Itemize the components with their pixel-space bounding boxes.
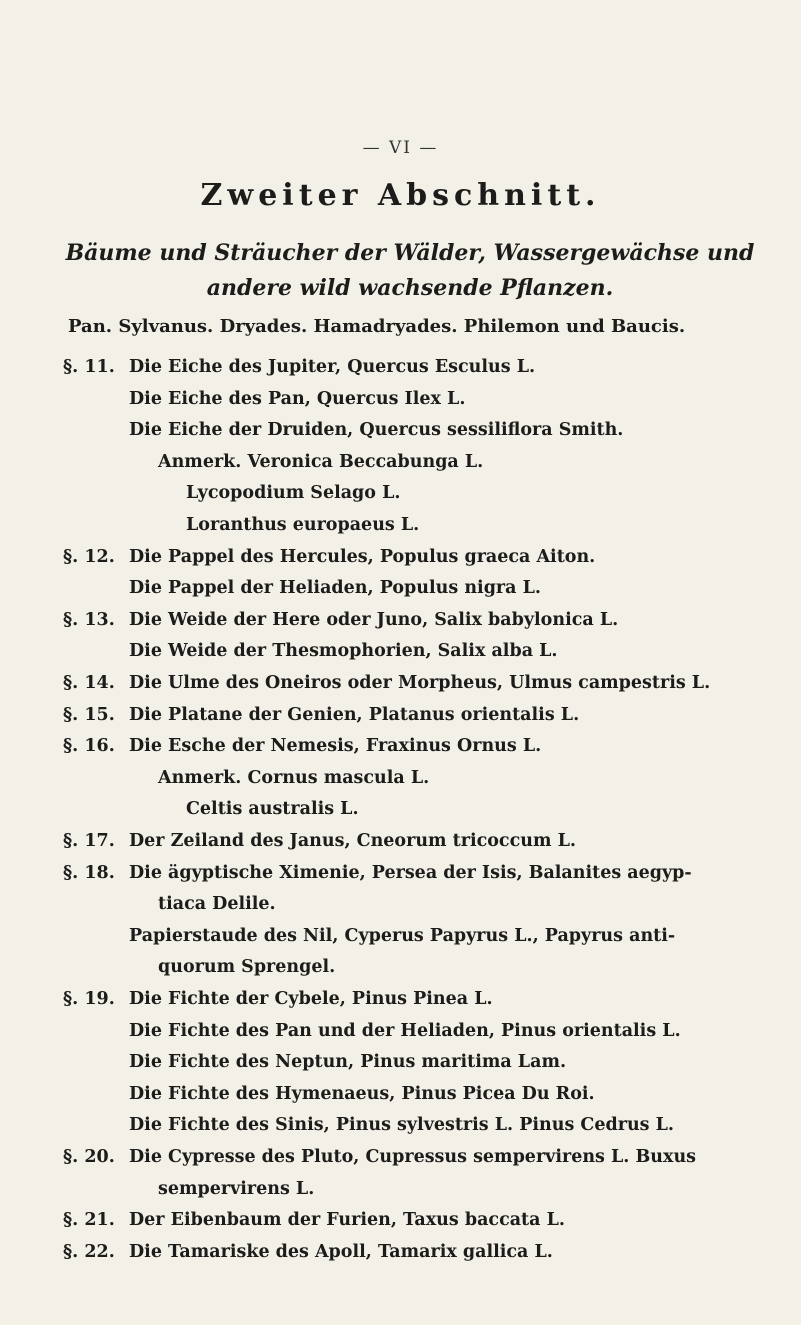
entry-text: Loranthus europaeus L. [186, 515, 420, 535]
entry-line [0, 483, 801, 513]
entry-line [0, 989, 801, 1019]
section-number: §. 15. [63, 705, 115, 725]
entry-text: tiaca Delile. [158, 894, 276, 914]
section-number: §. 17. [63, 831, 115, 851]
entry-text: sempervirens L. [158, 1179, 315, 1199]
entry-line [0, 1210, 801, 1240]
entry-text: Die Weide der Thesmophorien, Salix alba L. [129, 641, 558, 661]
section-number: §. 21. [63, 1210, 115, 1230]
entry-line [0, 452, 801, 482]
section-number: §. 18. [63, 863, 115, 883]
entry-line [0, 957, 801, 987]
section-number: §. 13. [63, 610, 115, 630]
entry-text: Die Fichte des Hymenaeus, Pinus Picea Du Roi. [129, 1084, 595, 1104]
section-number: §. 12. [63, 547, 115, 567]
entry-text: Die Cypresse des Pluto, Cupressus sempervirens L. Buxus [129, 1147, 697, 1167]
entry-text: Papierstaude des Nil, Cyperus Papyrus L., Papyrus anti- [129, 926, 676, 946]
entry-text: Anmerk. Cornus mascula L. [158, 768, 430, 788]
entry-text: Die Pappel der Heliaden, Populus nigra L. [129, 578, 541, 598]
entry-line [0, 389, 801, 419]
section-heading: Zweiter Abschnitt. [200, 178, 601, 213]
section-subtitle-line-1: Bäume und Sträucher der Wälder, Wassergewächse und [65, 240, 755, 266]
entry-line [0, 610, 801, 640]
entry-text: Die Fichte des Sinis, Pinus sylvestris L. Pinus Cedrus L. [129, 1115, 675, 1135]
entry-line [0, 1021, 801, 1051]
section-number: §. 14. [63, 673, 115, 693]
entry-line [0, 515, 801, 545]
section-number: §. 22. [63, 1242, 115, 1262]
entry-line [0, 736, 801, 766]
entry-text: Die Platane der Genien, Platanus orientalis L. [129, 705, 580, 725]
entry-line [0, 547, 801, 577]
entry-text: Die Fichte der Cybele, Pinus Pinea L. [129, 989, 493, 1009]
entry-text: Die ägyptische Ximenie, Persea der Isis, Balanites aegyp- [129, 863, 692, 883]
entry-line [0, 926, 801, 956]
entry-line [0, 831, 801, 861]
entry-text: Die Eiche der Druiden, Quercus sessiliflora Smith. [129, 420, 624, 440]
entry-line [0, 863, 801, 893]
entry-text: Die Pappel des Hercules, Populus graeca Aiton. [129, 547, 596, 567]
entry-text: Die Tamariske des Apoll, Tamarix gallica L. [129, 1242, 553, 1262]
entry-line [0, 357, 801, 387]
entry-line [0, 768, 801, 798]
entry-line [0, 420, 801, 450]
entry-line [0, 1052, 801, 1082]
section-number: §. 20. [63, 1147, 115, 1167]
entry-text: Die Ulme des Oneiros oder Morpheus, Ulmus campestris L. [129, 673, 711, 693]
entry-text: Celtis australis L. [186, 799, 359, 819]
entry-line [0, 1242, 801, 1272]
entry-text: Die Esche der Nemesis, Fraxinus Ornus L. [129, 736, 542, 756]
entry-text: Die Fichte des Pan und der Heliaden, Pinus orientalis L. [129, 1021, 681, 1041]
entry-text: Lycopodium Selago L. [186, 483, 401, 503]
entry-line [0, 1084, 801, 1114]
entry-line [0, 578, 801, 608]
section-number: §. 11. [63, 357, 115, 377]
intro-line: Pan. Sylvanus. Dryades. Hamadryades. Philemon und Baucis. [68, 316, 686, 337]
entry-text: Die Weide der Here oder Juno, Salix babylonica L. [129, 610, 619, 630]
entry-text: Der Zeiland des Janus, Cneorum tricoccum L. [129, 831, 576, 851]
entry-text: Die Fichte des Neptun, Pinus maritima Lam. [129, 1052, 567, 1072]
entry-text: Die Eiche des Jupiter, Quercus Esculus L. [129, 357, 536, 377]
entry-line [0, 1147, 801, 1177]
entry-line [0, 894, 801, 924]
entry-line [0, 1179, 801, 1209]
section-number: §. 16. [63, 736, 115, 756]
section-subtitle-line-2: andere wild wachsende Pflanzen. [206, 275, 614, 301]
entry-line [0, 641, 801, 671]
entry-line [0, 705, 801, 735]
entry-line [0, 673, 801, 703]
page-number: — VI — [362, 138, 439, 158]
section-number: §. 19. [63, 989, 115, 1009]
entry-line [0, 1115, 801, 1145]
entry-text: Anmerk. Veronica Beccabunga L. [158, 452, 484, 472]
entry-line [0, 799, 801, 829]
entry-text: Der Eibenbaum der Furien, Taxus baccata L. [129, 1210, 565, 1230]
entry-text: Die Eiche des Pan, Quercus Ilex L. [129, 389, 466, 409]
entry-text: quorum Sprengel. [158, 957, 336, 977]
